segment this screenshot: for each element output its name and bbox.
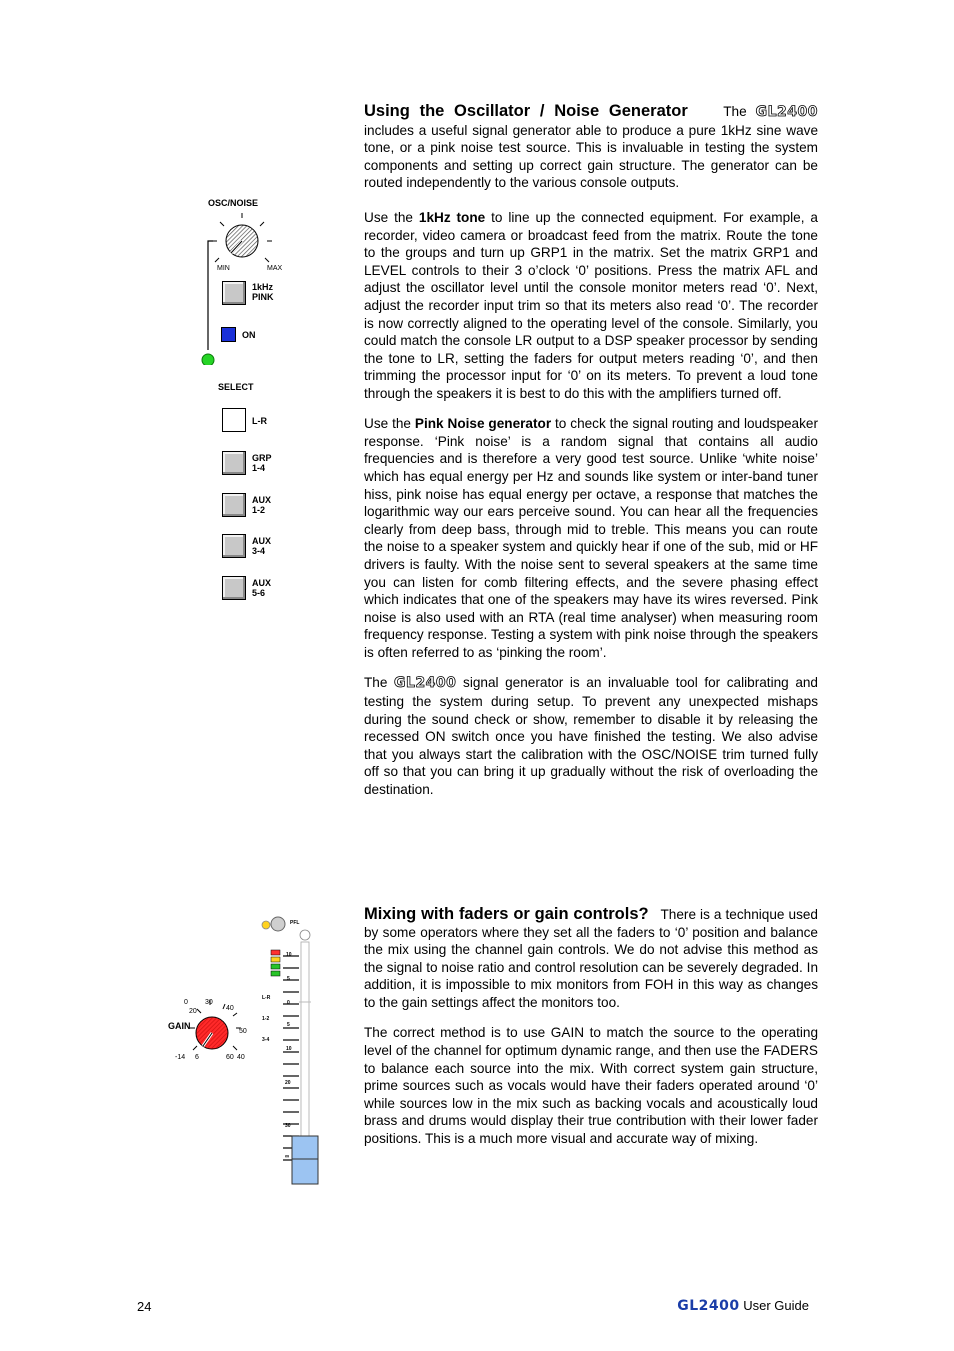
gain-tick-6: 6	[195, 1054, 199, 1061]
pfl-label: PFL	[290, 920, 300, 926]
osc-min-label: MIN	[217, 265, 230, 272]
section-heading: Using the Oscillator / Noise Generator	[364, 102, 688, 120]
pink-text: to check the signal routing and loudspeaker response. ‘Pink noise’ is a random signal that contains all audio frequencies and is therefore a very good test source. Unlike ‘white noise’ which has equal energy per Hz and sounds like system or inter-band tuner hiss, pink noise has equal energy per octave, a response that matches the logarithmic way our ears perceive sound. You can hear all the frequencies clearly from deep bass, through mid to treble. This means you can route the noise to a speaker system and quickly hear if one of the sub, mid or HF drivers is faulty. With the noise sent to several speakers at the same time you can listen for comb filtering effects, and the severe phasing effect which indicates that one of the speakers may have its wires reversed. Pink noise is also used with an RTA (real time analyser) when measuring room frequency response. Testing a system with pink noise through the speakers is often referred to as ‘pinking the room’.	[364, 416, 819, 661]
gain-label: GAIN	[168, 1021, 191, 1031]
footer-brand: GL2400	[677, 1298, 740, 1314]
generator-text: signal generator is an invaluable tool for calibrating and testing the system during setup. To prevent any unexpected mishaps during the sound check or show, remember to disable it by releasing the recessed ON switch once you have finished the testing. We also advise that you always start the calibration with the OSC/NOISE trim turned fully off so that you can bring it up gradually without the risk of overloading the destination.	[364, 675, 818, 797]
intro-the: The	[723, 104, 747, 119]
intro-text: includes a useful signal generator able to produce a pure 1kHz sine wave tone, or a pink noise test source. This is invaluable in testing the system components and setting up correct gain structure. The generator can be routed independently to the various console outputs.	[364, 122, 818, 191]
gain-knob[interactable]	[194, 1017, 226, 1049]
osc-on-label: ON	[242, 330, 256, 340]
pink-pre: Use the	[364, 416, 411, 432]
select-aux-3-4-button[interactable]	[222, 534, 246, 558]
gain-tick-60: 60	[226, 1054, 234, 1061]
select-aux12-label: AUX 1-2	[252, 495, 272, 515]
scale-minus30-label: 30	[285, 1123, 291, 1129]
channel-fader-knob[interactable]	[292, 1136, 318, 1184]
select-lr-label: L-R	[252, 416, 267, 426]
scale-minus10-label: 10	[286, 1046, 292, 1052]
route-34-label: 3-4	[262, 1037, 270, 1043]
pfl-button[interactable]	[271, 914, 285, 928]
scale-10-label: 10	[286, 952, 292, 958]
brand-logo: GL2400	[755, 104, 818, 120]
select-label: SELECT	[218, 382, 254, 392]
gain-tick-40b: 40	[237, 1054, 245, 1061]
select-grp-1-4-button[interactable]	[222, 451, 246, 475]
section-heading: Mixing with faders or gain controls?	[364, 905, 649, 923]
select-aux-5-6-button[interactable]	[222, 576, 246, 600]
osc-noise-knob[interactable]	[226, 225, 258, 257]
gain-tick-minus14: -14	[175, 1054, 186, 1061]
gain-tick-40: 40	[226, 1005, 234, 1012]
tone-bold: 1kHz tone	[418, 209, 486, 225]
section-oscillator	[364, 103, 818, 811]
gain-tick-30: 30	[205, 999, 213, 1006]
scale-inf-label: ∞	[285, 1154, 290, 1160]
gain-tick-20: 20	[189, 1008, 197, 1015]
footer-title	[677, 1298, 809, 1314]
gain-tick-50: 50	[239, 1028, 247, 1035]
mixing-text-1: There is a technique used by some operators where they set all the faders to ‘0’ position and balance the mix using the channel gain controls. We do not advise this method as the signal to noise ratio and control resolution can be severely degraded. In addition, it is impossible to mix monitors from FOH in this way as changes to the gain settings affect the monitors too.	[364, 907, 818, 1010]
select-aux34-label: AUX 3-4	[252, 536, 272, 556]
generator-paragraph	[364, 674, 818, 798]
tone-pre: Use the	[364, 209, 413, 225]
tone-pink-label: 1kHz PINK	[252, 282, 274, 302]
intro-paragraph	[364, 103, 818, 192]
mixing-paragraph-1	[364, 906, 818, 1012]
select-aux-1-2-button[interactable]	[222, 493, 246, 517]
scale-minus20-label: 20	[285, 1080, 291, 1086]
select-lr-button[interactable]	[222, 408, 246, 432]
route-12-label: 1-2	[262, 1016, 270, 1022]
section-mixing	[364, 906, 818, 1160]
select-grp-label: GRP 1-4	[252, 453, 272, 473]
osc-on-switch[interactable]	[221, 327, 236, 342]
tone-paragraph	[364, 209, 818, 403]
gain-tick-0: 0	[184, 999, 188, 1006]
pink-paragraph	[364, 415, 818, 661]
footer-guide-text: User Guide	[743, 1298, 809, 1313]
scale-5-label: 5	[287, 976, 290, 982]
page-number: 24	[137, 1299, 152, 1314]
osc-noise-label: OSC/NOISE	[208, 198, 259, 208]
tone-text: to line up the connected equipment. For example, a recorder, video camera or broadcast feed from the matrix. Route the tone to the groups and turn up GRP1 in the matrix. Set the matrix GRP1 and LEVEL controls to their 3 o’clock ‘0’ positions. Press the matrix AFL and adjust the oscillator level until the console monitor meters read ‘0’. Next, adjust the recorder input trim so that its meters also read ‘0’. The recorder is now correctly aligned to the operating level of the console. Similarly, you could match the console LR output to a DSP speaker processor by sending the tone to LR, setting the faders for output meters reading ‘0’, and then trimming the processor input for ‘0’ on its meters. To prevent a loud tone through the speakers it is best to do this with the amplifiers turned off.	[364, 209, 818, 401]
brand-logo: GL2400	[394, 675, 457, 692]
route-lr-label: L-R	[262, 995, 271, 1001]
generator-the: The	[364, 675, 388, 691]
mixing-paragraph-2: The correct method is to use GAIN to match the source to the operating level of the channel for optimum dynamic range, and then use the FADERS to balance each source into the mix. With correct system gain structure, prime sources such as vocals would have their faders operated around ‘0’ while sources low in the mix such as backing vocals and acoustically loud brass and drums would display their true contribution with their lower fader positions. This is a much more visual and accurate way of mixing.	[364, 1025, 818, 1146]
scale-minus5-label: 5	[287, 1022, 290, 1028]
tone-pink-button[interactable]	[222, 281, 246, 305]
select-aux56-label: AUX 5-6	[252, 578, 272, 598]
scale-0-label: 0	[287, 1000, 290, 1006]
osc-max-label: MAX	[267, 265, 283, 272]
pink-bold: Pink Noise generator	[414, 416, 552, 432]
